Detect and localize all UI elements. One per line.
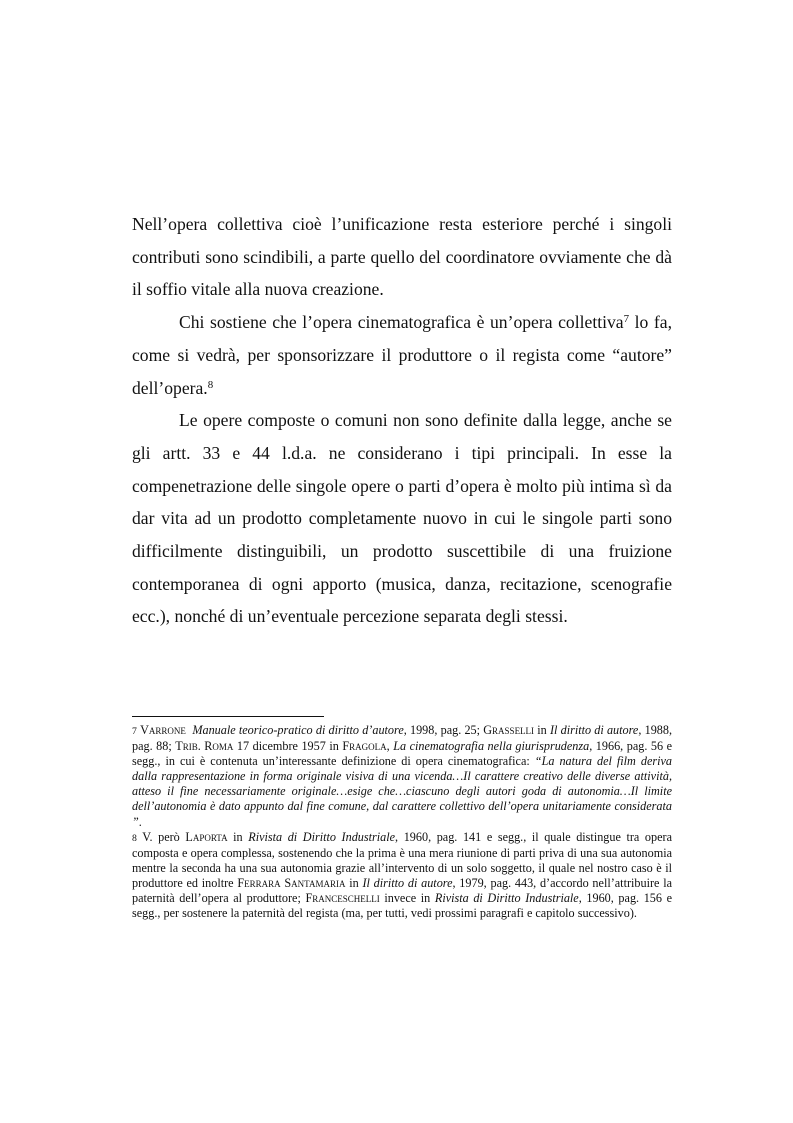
footnote-text: V. però [136,829,186,844]
footnote-text: , 1998, pag. 25; [403,723,484,737]
footnote-text: in [345,875,363,890]
footnote-title: Manuale teorico-pratico di diritto d’autore [192,723,404,737]
paragraph-1: Nell’opera collettiva cioè l’unificazione resta esteriore perché i singoli contributi sono scindibili, a parte quello del coordinatore ovviamente che dà il soffio vitale alla nuova creazione. [132,214,672,300]
footnote-text: invece in [379,891,435,906]
footnote-title: Il diritto di autore [362,875,453,890]
footnote-text: . [138,814,142,829]
footnote-title: Il diritto di autore [549,723,639,737]
footnote-author: Trib. Roma [175,739,234,754]
paragraph-2-text: Chi sostiene che l’opera cinematografica è un’opera collettiva [179,312,624,333]
footnote-text: , 1966, pag. 56 e segg., in cui è contenuta un’interessante definizione di opera cinematografica: [132,739,673,769]
footnote-text: 17 dicembre 1957 in [233,739,343,754]
paragraph-2 [132,306,672,404]
footnote-text: , 1960, pag. 156 e segg., per sostenere la paternità del regista (ma, per tutti, vedi prossimi paragrafi e capitolo successivo). [132,891,673,921]
footnote-author: Fragola [342,739,387,754]
footnote-title: Rivista di Diritto Industriale [434,891,579,906]
footnote-text: , 1979, pag. 443, d’accordo nell’attribuire la paternità dell’opera al produttore; [132,875,672,906]
footnote-author: Grasselli [483,723,535,737]
footnotes [132,723,672,921]
footnote-quote: “La natura del film deriva dalla rappresentazione in forma originale visiva di una vicenda…Il carattere creativo delle diverse attività, atteso il fine necessariamente originale…esige che…ciascuno degli autori goda di autonomia…Il limite dell’autonomia è dato appunto dal fine comune, dal carattere collettivo dell’opera unitariamente considerata ” [132,754,673,829]
footnote-author: Franceschelli [305,891,380,906]
footnote-title: La cinematografia nella giurisprudenza [393,739,590,754]
footnote-text: in [534,723,550,737]
footnote-author: Ferrara Santamaria [237,875,346,890]
footnote-number: 8 [132,832,137,844]
paragraph-3: Le opere composte o comuni non sono definite dalla legge, anche se gli artt. 33 e 44 l.d.a. ne considerano i tipi principali. In esse la compenetrazione delle singole opere o parti d’opera è molto più intima sì da dar vita ad un prodotto completamente nuovo in cui le singole parti sono difficilmente distinguibili, un prodotto suscettibile di una fruizione contemporanea di ogni apporto (musica, danza, recitazione, scenografie ecc.), nonché di un’eventuale percezione separata degli stessi. [132,410,672,627]
footnote-text: , 1988, pag. 88; [132,723,673,754]
footnote-separator [132,716,324,717]
footnote-title: Rivista di Diritto Industriale [248,829,396,844]
footnote-8 [132,830,672,922]
footnote-text: , [386,739,394,754]
footnote-ref-8[interactable]: 8 [207,378,214,391]
footnote-ref-7[interactable]: 7 [623,313,630,326]
footnote-author: Varrone [140,723,186,737]
footnote-number: 7 [132,726,137,737]
paragraph-2-text-continued: lo fa, come si vedrà, per sponsorizzare il produttore o il regista come “autore” dell’opera. [132,312,672,398]
footnote-text: , 1960, pag. 141 e segg., il quale distingue tra opera composta e opera complessa, sostenendo che la prima è una mera riunione di parti priva di una sua autonomia mentre la seconda ha una sua autonomia grazie all’intervento di un solo soggetto, il quale nel nostro caso è il produttore ed inoltre [132,829,672,890]
footnote-text: in [227,829,249,844]
footnote-author: Laporta [185,829,228,844]
footnote-7 [132,723,672,830]
main-text [132,208,672,633]
